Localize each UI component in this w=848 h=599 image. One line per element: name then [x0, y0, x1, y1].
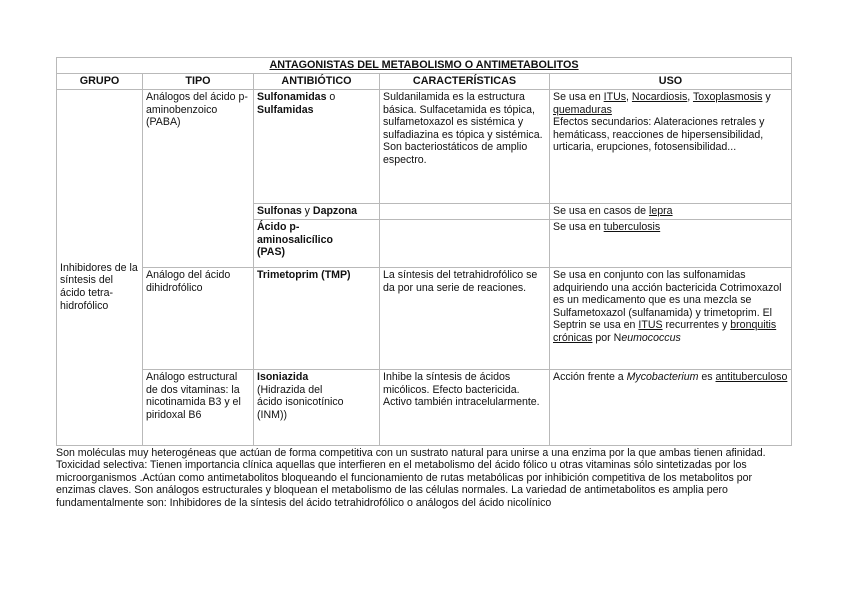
caracteristicas-cell-pas — [380, 220, 550, 268]
antibiotico-name: Sulfonamidas — [257, 91, 327, 103]
antibiotico-cell-trimetoprim — [254, 268, 380, 370]
uso-link-itus[interactable]: ITUs — [603, 91, 627, 103]
uso-italic-organism: eumococcus — [621, 331, 681, 344]
uso-cell-sulfonamidas — [550, 90, 792, 204]
uso-side-effects: Efectos secundarios: Alateraciones retrales y hemáticass, reacciones de hipersensibilidad, urticaria, erupciones, fotosensibilidad... — [553, 116, 765, 154]
antibiotico-name: Trimetoprim (TMP) — [257, 269, 351, 281]
antibiotico-name: Ácido p-aminosalicílico (PAS) — [257, 221, 333, 259]
uso-text: , — [687, 91, 693, 103]
uso-link-quemaduras[interactable]: quemaduras — [553, 103, 612, 116]
table-row — [57, 370, 792, 446]
uso-italic-organism: Mycobacterium — [626, 371, 699, 383]
uso-link-bronquitis[interactable]: bronquitis crónicas — [553, 319, 777, 344]
uso-text: Se usa en casos de — [553, 205, 649, 217]
antimetabolites-table — [56, 57, 792, 446]
uso-text: , — [626, 91, 632, 103]
tipo-cell-vitaminas: Análogo estructural de dos vitaminas: la nicotinamida B3 y el piridoxal B6 — [143, 370, 254, 446]
uso-link-lepra[interactable]: lepra — [649, 205, 673, 217]
grupo-cell: Inhibidores de la síntesis del ácido tetra-hidrofólico — [57, 90, 143, 446]
tipo-cell-paba: Análogos del ácido p-aminobenzoico (PABA) — [143, 90, 254, 268]
header-uso: USO — [550, 74, 792, 90]
uso-cell-pas — [550, 220, 792, 268]
uso-link-tuberculosis[interactable]: tuberculosis — [603, 221, 661, 233]
antibiotico-cell-sulfonamidas — [254, 90, 380, 204]
antibiotico-cell-pas — [254, 220, 380, 268]
uso-link-itus-recurrentes[interactable]: ITUS — [638, 319, 663, 332]
antibiotico-connector: y — [301, 205, 313, 217]
header-caracteristicas: CARACTERÍSTICAS — [380, 74, 550, 90]
uso-cell-isoniazida — [550, 370, 792, 446]
uso-cell-trimetoprim — [550, 268, 792, 370]
antibiotico-cell-sulfonas — [254, 204, 380, 220]
uso-cell-sulfonas — [550, 204, 792, 220]
uso-text: Acción frente a — [553, 371, 627, 383]
antibiotico-name: Isoniazida — [257, 371, 309, 383]
antibiotico-name: Sulfonas — [257, 205, 302, 217]
uso-text: por N — [592, 331, 622, 344]
antibiotico-name-alt: Sulfamidas — [257, 103, 314, 116]
caracteristicas-cell-sulfonamidas: Suldanilamida es la estructura básica. Sulfacetamida es tópica, sulfametoxazol es sistémica y sulfadiazina es tópica y sistémica. Son bacteriostáticos de amplio espectro. — [380, 90, 550, 204]
uso-link-toxoplasmosis[interactable]: Toxoplasmosis — [692, 91, 763, 103]
antibiotico-cell-isoniazida — [254, 370, 380, 446]
caracteristicas-cell-trimetoprim: La síntesis del tetrahidrofólico se da por una serie de reaciones. — [380, 268, 550, 370]
document-page — [56, 57, 791, 509]
header-grupo: GRUPO — [57, 74, 143, 90]
header-tipo: TIPO — [143, 74, 254, 90]
table-title: ANTAGONISTAS DEL METABOLISMO O ANTIMETABOLITOS — [57, 58, 792, 74]
caracteristicas-cell-isoniazida: Inhibe la síntesis de ácidos micólicos. Efecto bactericida. Activo también intracelularmente. — [380, 370, 550, 446]
header-antibiotico: ANTIBIÓTICO — [254, 74, 380, 90]
uso-text: Se usa en — [553, 91, 604, 103]
tipo-cell-dihidrofolico: Análogo del ácido dihidrofólico — [143, 268, 254, 370]
uso-link-nocardiosis[interactable]: Nocardiosis — [631, 91, 688, 103]
uso-text: Se usa en — [553, 221, 604, 233]
table-row — [57, 90, 792, 204]
antibiotico-detail: (Hidrazida del ácido isonicotínico (INM)) — [257, 383, 344, 421]
uso-text: y — [762, 91, 771, 103]
summary-paragraph: Son moléculas muy heterogéneas que actúan de forma competitiva con un sustrato natural para unirse a una enzima por la que ambas tienen afinidad. Toxicidad selectiva: Tienen importancia clínica aquellas que interfieren en el metabolismo del ácido fólico u otras vitaminas sólo sintetizadas por los microorganismos .Actúan como antimetabolitos bloqueando el funcionamiento de rutas metabólicas por inhibición competitiva de los metabolitos por enzimas claves. Son análogos estructurales y bloquean el metabolismo de las células normales. La variedad de antimetabolitos es amplia pero fundamentalmente son: Inhibidores de la síntesis del ácido tetrahidrofólico o análogos del ácido nicolínico — [56, 447, 766, 509]
uso-link-antituberculoso[interactable]: antituberculoso — [715, 371, 788, 383]
table-row — [57, 268, 792, 370]
antibiotico-name-alt: Dapzona — [312, 205, 358, 217]
uso-text: recurrentes y — [662, 319, 731, 332]
antibiotico-connector: o — [326, 91, 336, 103]
uso-text: es — [698, 371, 716, 383]
uso-text: Se usa en conjunto con las sulfonamidas adquiriendo una acción bactericida Cotrimoxazol es un medicamento que es una mezcla se Sulfametoxazol (sulfanamida) y trimetoprim. El Septrin se usa en — [553, 269, 782, 332]
caracteristicas-cell-sulfonas — [380, 204, 550, 220]
